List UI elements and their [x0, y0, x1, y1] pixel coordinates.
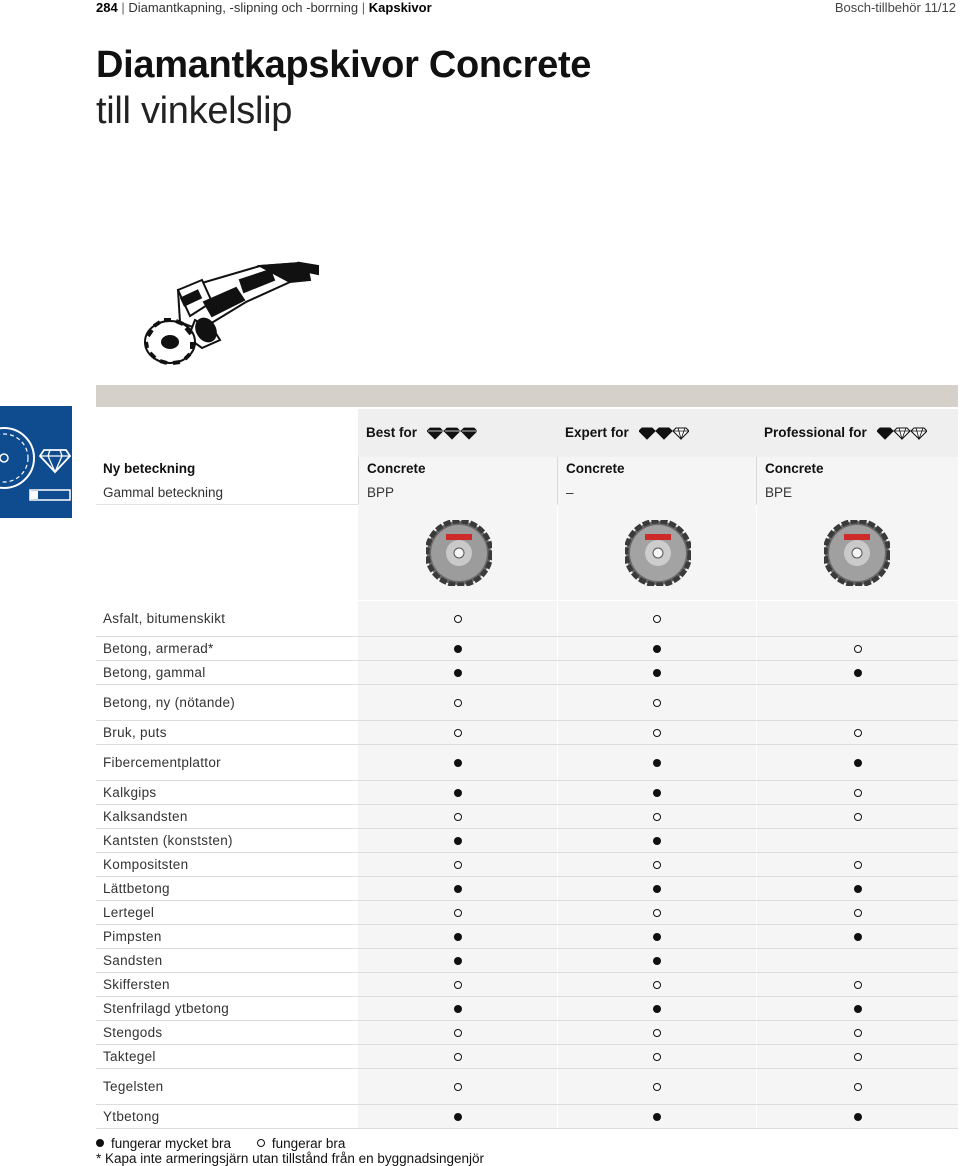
material-name: Kantsten (konststen) — [103, 833, 233, 848]
material-row — [96, 853, 958, 877]
old-designation-best: BPP — [358, 481, 557, 504]
open-circle-icon — [454, 861, 462, 869]
filled-circle-icon — [854, 669, 862, 677]
open-circle-icon — [854, 1053, 862, 1061]
filled-circle-icon — [854, 885, 862, 893]
page-number: 284 — [96, 0, 118, 15]
column-name-expert: Expert for — [565, 425, 629, 440]
open-circle-icon — [854, 645, 862, 653]
material-row — [96, 1105, 958, 1129]
material-name: Taktegel — [103, 1049, 156, 1064]
table-top-bar — [96, 385, 958, 407]
material-row — [96, 721, 958, 745]
material-name: Lättbetong — [103, 881, 170, 896]
open-circle-icon — [854, 813, 862, 821]
filled-circle-icon — [454, 759, 462, 767]
cutting-disc-best-image — [426, 520, 492, 586]
new-designation-professional: Concrete — [756, 457, 958, 481]
material-name: Betong, gammal — [103, 665, 206, 680]
old-designation-expert: – — [557, 481, 756, 504]
open-circle-icon — [454, 729, 462, 737]
header-catalog: Bosch-tillbehör 11/12 — [834, 0, 956, 15]
product-image-row — [96, 504, 958, 600]
material-name: Kalkgips — [103, 785, 157, 800]
open-circle-icon — [653, 729, 661, 737]
open-circle-icon — [653, 1083, 661, 1091]
material-row — [96, 925, 958, 949]
open-circle-icon — [454, 1029, 462, 1037]
open-circle-icon — [454, 909, 462, 917]
material-row — [96, 781, 958, 805]
material-row — [96, 949, 958, 973]
filled-circle-icon — [653, 1113, 661, 1121]
material-row — [96, 661, 958, 685]
filled-circle-icon — [454, 1005, 462, 1013]
column-head-expert — [557, 409, 756, 457]
open-circle-icon — [653, 1029, 661, 1037]
material-name: Stenfrilagd ytbetong — [103, 1001, 230, 1016]
open-circle-icon — [454, 981, 462, 989]
open-circle-icon — [454, 1083, 462, 1091]
new-designation-expert: Concrete — [557, 457, 756, 481]
row-new-designation — [96, 457, 958, 482]
filled-circle-icon — [653, 789, 661, 797]
material-row — [96, 601, 958, 637]
open-circle-icon — [454, 699, 462, 707]
open-circle-icon — [854, 789, 862, 797]
cutting-disc-expert-image — [625, 520, 691, 586]
open-circle-icon — [454, 813, 462, 821]
diamond-rating-outline-icon — [877, 426, 927, 440]
open-circle-icon — [854, 909, 862, 917]
filled-circle-icon — [854, 933, 862, 941]
footnote: * Kapa inte armeringsjärn utan tillstånd från en byggnadsingenjör — [96, 1151, 484, 1166]
material-row — [96, 973, 958, 997]
material-row — [96, 637, 958, 661]
label-old-designation: Gammal beteckning — [96, 481, 358, 504]
filled-circle-icon — [454, 1113, 462, 1121]
diamond-rating-mixed-icon — [639, 426, 689, 440]
filled-circle-icon — [96, 1139, 104, 1147]
filled-circle-icon — [653, 759, 661, 767]
material-name: Asfalt, bitumenskikt — [103, 611, 226, 626]
page-title: Diamantkapskivor Concrete — [96, 44, 592, 86]
filled-circle-icon — [854, 759, 862, 767]
material-name: Kalksandsten — [103, 809, 188, 824]
legend-item-full — [96, 1136, 231, 1151]
material-row — [96, 997, 958, 1021]
filled-circle-icon — [653, 645, 661, 653]
label-new-designation: Ny beteckning — [96, 457, 358, 481]
material-row — [96, 1021, 958, 1045]
column-name-best: Best for — [366, 425, 418, 440]
material-row — [96, 1069, 958, 1105]
open-circle-icon — [854, 861, 862, 869]
material-row — [96, 1045, 958, 1069]
filled-circle-icon — [653, 837, 661, 845]
column-head-best — [358, 409, 557, 457]
filled-circle-icon — [653, 933, 661, 941]
column-head-professional — [756, 409, 958, 457]
open-circle-icon — [653, 699, 661, 707]
material-row — [96, 805, 958, 829]
material-name: Betong, ny (nötande) — [103, 695, 236, 710]
filled-circle-icon — [653, 669, 661, 677]
open-circle-icon — [854, 729, 862, 737]
filled-circle-icon — [854, 1113, 862, 1121]
legend-label-open: fungerar bra — [271, 1136, 346, 1151]
open-circle-icon — [653, 615, 661, 623]
material-name: Sandsten — [103, 953, 163, 968]
open-circle-icon — [653, 909, 661, 917]
diamond-rating-filled-icon — [427, 426, 477, 440]
header-section: Diamantkapning, -slipning och -borrning — [128, 0, 359, 15]
material-name: Stengods — [103, 1025, 163, 1040]
material-row — [96, 745, 958, 781]
filled-circle-icon — [454, 885, 462, 893]
filled-circle-icon — [454, 837, 462, 845]
open-circle-icon — [854, 1029, 862, 1037]
material-name: Pimpsten — [103, 929, 162, 944]
open-circle-icon — [653, 981, 661, 989]
material-name: Bruk, puts — [103, 725, 167, 740]
open-circle-icon — [653, 813, 661, 821]
page-header — [0, 0, 960, 16]
filled-circle-icon — [653, 885, 661, 893]
open-circle-icon — [653, 1053, 661, 1061]
material-row — [96, 829, 958, 853]
open-circle-icon — [653, 861, 661, 869]
open-circle-icon — [454, 1053, 462, 1061]
material-row — [96, 685, 958, 721]
filled-circle-icon — [653, 957, 661, 965]
old-designation-professional: BPE — [756, 481, 958, 504]
material-name: Tegelsten — [103, 1079, 164, 1094]
material-row — [96, 901, 958, 925]
cutting-disc-professional-image — [824, 520, 890, 586]
filled-circle-icon — [854, 1005, 862, 1013]
open-circle-icon — [454, 615, 462, 623]
header-subsection: Kapskivor — [368, 0, 432, 15]
material-name: Lertegel — [103, 905, 155, 920]
filled-circle-icon — [454, 669, 462, 677]
filled-circle-icon — [454, 789, 462, 797]
row-old-designation — [96, 481, 958, 505]
angle-grinder-illustration — [140, 250, 330, 375]
filled-circle-icon — [454, 645, 462, 653]
legend-item-open — [257, 1136, 346, 1151]
header-left: 284 | Diamantkapning, -slipning och -borrning | Kapskivor — [96, 0, 432, 15]
column-name-professional: Professional for — [764, 425, 867, 440]
filled-circle-icon — [454, 933, 462, 941]
material-name: Betong, armerad* — [103, 641, 214, 656]
cutting-disc-diamond-icon — [0, 406, 72, 518]
open-circle-icon — [854, 1083, 862, 1091]
material-name: Skiffersten — [103, 977, 170, 992]
material-row — [96, 877, 958, 901]
open-circle-icon — [257, 1139, 265, 1147]
open-circle-icon — [854, 981, 862, 989]
material-name: Ytbetong — [103, 1109, 160, 1124]
legend-label-full: fungerar mycket bra — [111, 1136, 232, 1151]
new-designation-best: Concrete — [358, 457, 557, 481]
material-name: Fibercementplattor — [103, 755, 221, 770]
filled-circle-icon — [653, 1005, 661, 1013]
legend — [96, 1136, 367, 1151]
filled-circle-icon — [454, 957, 462, 965]
page-subtitle: till vinkelslip — [96, 90, 293, 132]
material-name: Kompositsten — [103, 857, 189, 872]
